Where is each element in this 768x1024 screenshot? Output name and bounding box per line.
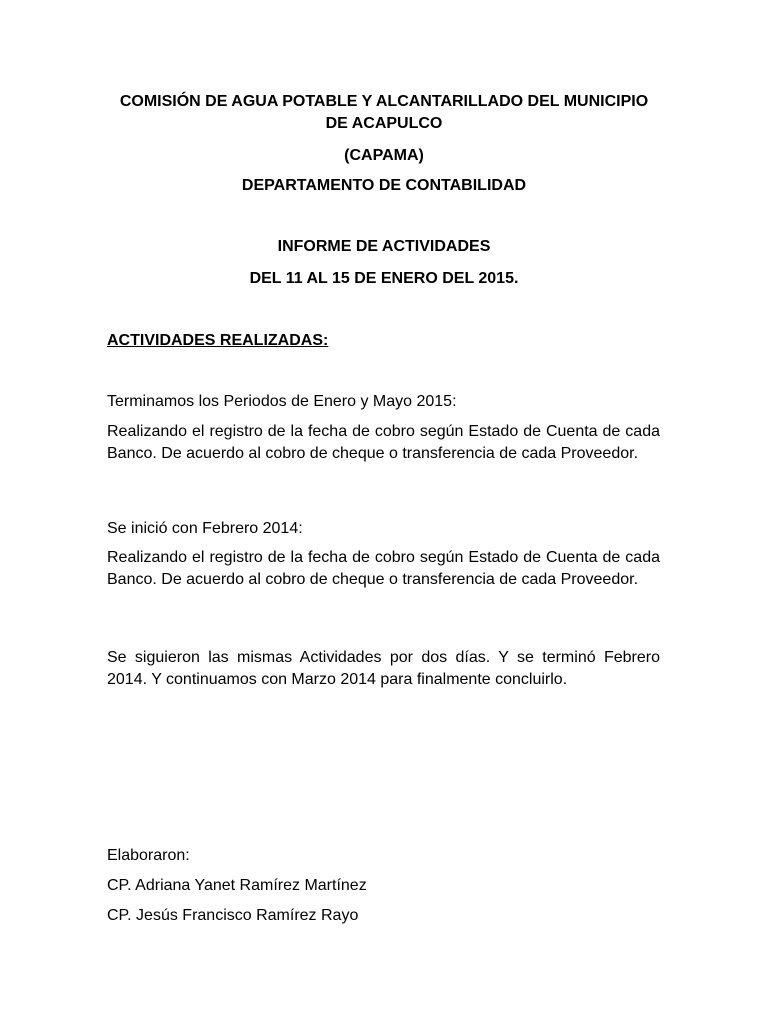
activity-paragraph-2: Realizando el registro de la fecha de cobro según Estado de Cuenta de cada Banco. De acuerdo al cobro de cheque o transferencia de cada Proveedor. [107,549,660,588]
activity-paragraph-1: Realizando el registro de la fecha de cobro según Estado de Cuenta de cada Banco. De acuerdo al cobro de cheque o transferencia de cada Proveedor. [107,423,660,462]
department-name: DEPARTAMENTO DE CONTABILIDAD [241,177,527,194]
institution-acronym: (CAPAMA) [344,147,424,164]
intro-paragraph-1: Terminamos los Periodos de Enero y Mayo 2015: [107,393,457,410]
institution-name-line2: DE ACAPULCO [325,115,443,132]
signature-author-2: CP. Jesús Francisco Ramírez Rayo [107,907,359,924]
section-heading-activities: ACTIVIDADES REALIZADAS: [107,332,329,349]
institution-name-line1: COMISIÓN DE AGUA POTABLE Y ALCANTARILLADO DEL MUNICIPIO [119,93,649,110]
activity-paragraph-3: Se siguieron las mismas Actividades por dos días. Y se terminó Febrero 2014. Y continuamos con Marzo 2014 para finalmente concluirlo. [107,649,660,688]
report-period: DEL 11 AL 15 DE ENERO DEL 2015. [249,270,519,287]
signature-label: Elaboraron: [107,847,190,864]
signature-author-1: CP. Adriana Yanet Ramírez Martínez [107,877,367,894]
report-title: INFORME DE ACTIVIDADES [277,238,491,255]
intro-paragraph-2: Se inició con Febrero 2014: [107,520,303,537]
